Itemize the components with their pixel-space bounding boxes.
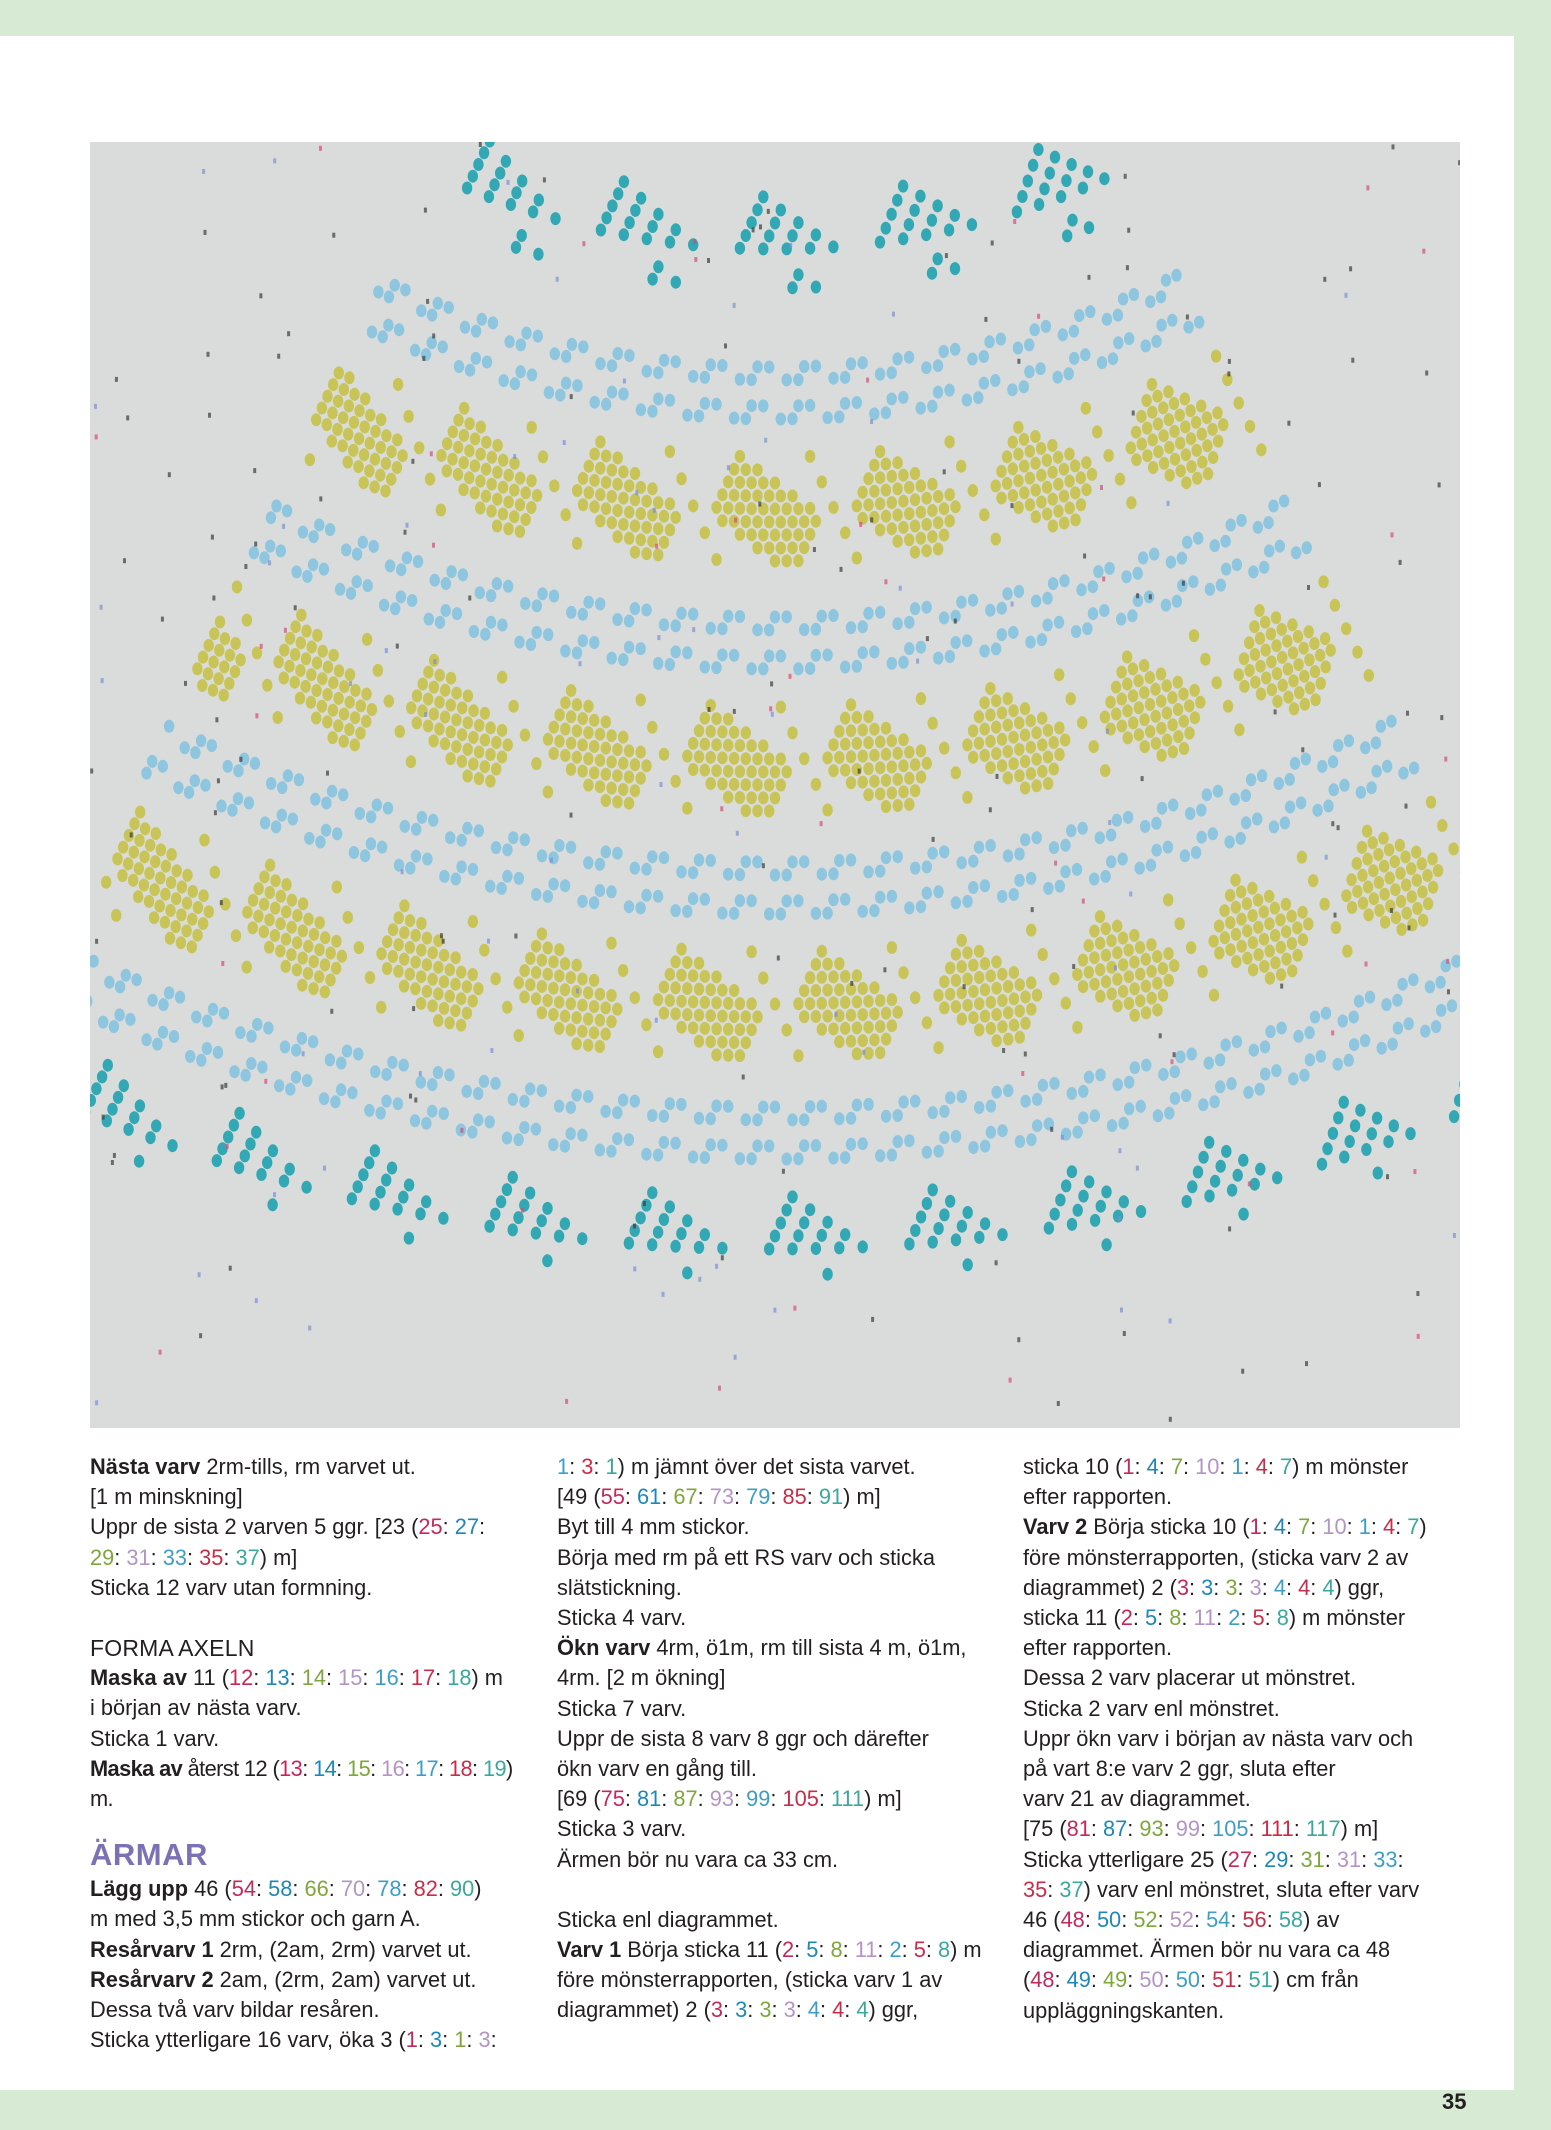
text-line: Uppr de sista 2 varven 5 ggr. [23 (25: 27: xyxy=(90,1514,486,1540)
text-line: sticka 11 (2: 5: 8: 11: 2: 5: 8) m mönster xyxy=(1023,1605,1406,1631)
text-line: efter rapporten. xyxy=(1023,1484,1173,1510)
text-line: Lägg upp 46 (54: 58: 66: 70: 78: 82: 90) xyxy=(90,1876,482,1902)
text-line: före mönsterrapporten, (sticka varv 2 av xyxy=(1023,1544,1409,1570)
text-line: [75 (81: 87: 93: 99: 105: 111: 117) m] xyxy=(1023,1816,1379,1842)
text-line: (48: 49: 49: 50: 50: 51: 51) cm från xyxy=(1023,1967,1359,1993)
page-number: 35 xyxy=(1442,2089,1467,2114)
text-line: Sticka ytterligare 25 (27: 29: 31: 31: 33: xyxy=(1023,1846,1404,1872)
fair-isle-knit-pattern-image xyxy=(90,142,1460,1428)
text-line: Dessa 2 varv placerar ut mönstret. xyxy=(1023,1665,1357,1691)
text-line: m med 3,5 mm stickor och garn A. xyxy=(90,1906,421,1932)
text-line: diagrammet) 2 (3: 3: 3: 3: 4: 4: 4) ggr, xyxy=(557,1997,919,2023)
text-line: 4rm. [2 m ökning] xyxy=(557,1665,726,1691)
text-column-2 xyxy=(557,1452,997,2026)
text-column-3 xyxy=(1023,1452,1463,2026)
text-line: Börja med rm på ett RS varv och sticka xyxy=(557,1544,935,1570)
text-line: efter rapporten. xyxy=(1023,1635,1173,1661)
text-line: [49 (55: 61: 67: 73: 79: 85: 91) m] xyxy=(557,1484,881,1510)
text-line: före mönsterrapporten, (sticka varv 1 av xyxy=(557,1967,943,1993)
text-line: Varv 1 Börja sticka 11 (2: 5: 8: 11: 2: 5: 8) m xyxy=(557,1937,982,1963)
text-line: ökn varv en gång till. xyxy=(557,1756,757,1782)
text-line: 35: 37) varv enl mönstret, sluta efter varv xyxy=(1023,1876,1420,1902)
text-line: varv 21 av diagrammet. xyxy=(1023,1786,1251,1812)
text-line: i början av nästa varv. xyxy=(90,1695,302,1721)
text-line: Sticka ytterligare 16 varv, öka 3 (1: 3: 1: 3: xyxy=(90,2027,497,2053)
text-line: Sticka 4 varv. xyxy=(557,1605,687,1631)
text-line: Maska av 11 (12: 13: 14: 15: 16: 17: 18) m xyxy=(90,1665,503,1691)
text-line: Uppr ökn varv i början av nästa varv och xyxy=(1023,1725,1414,1751)
text-line: diagrammet. Ärmen bör nu vara ca 48 xyxy=(1023,1937,1391,1963)
text-line: Ärmen bör nu vara ca 33 cm. xyxy=(557,1846,839,1872)
text-line: [69 (75: 81: 87: 93: 99: 105: 111) m] xyxy=(557,1786,902,1812)
text-line: Maska av återst 12 (13: 14: 15: 16: 17: 18: 19) m. xyxy=(90,1755,513,1812)
text-line: Resårvarv 1 2rm, (2am, 2rm) varvet ut. xyxy=(90,1936,472,1962)
text-line: Ökn varv 4rm, ö1m, rm till sista 4 m, ö1m, xyxy=(557,1635,967,1661)
text-line: slätstickning. xyxy=(557,1574,682,1600)
text-line: Dessa två varv bildar resåren. xyxy=(90,1997,380,2023)
text-line: uppläggningskanten. xyxy=(1023,1997,1225,2023)
text-line: 1: 3: 1) m jämnt över det sista varvet. xyxy=(557,1454,916,1479)
magazine-page xyxy=(0,36,1514,2114)
text-line: Sticka 7 varv. xyxy=(557,1695,687,1721)
text-line: Sticka 2 varv enl mönstret. xyxy=(1023,1695,1280,1721)
text-line: Sticka 1 varv. xyxy=(90,1725,220,1751)
text-line: Sticka 12 varv utan formning. xyxy=(90,1574,373,1600)
text-line: Sticka 3 varv. xyxy=(557,1816,687,1842)
text-column-1 xyxy=(90,1452,530,2055)
text-line: Nästa varv 2rm-tills, rm varvet ut. xyxy=(90,1454,416,1479)
text-line: Resårvarv 2 2am, (2rm, 2am) varvet ut. xyxy=(90,1966,477,1992)
section-heading-armar: ÄRMAR xyxy=(90,1837,208,1873)
knit-sweater-photo xyxy=(90,142,1460,1428)
text-line: diagrammet) 2 (3: 3: 3: 3: 4: 4: 4) ggr, xyxy=(1023,1574,1385,1600)
text-line: Sticka enl diagrammet. xyxy=(557,1906,779,1932)
text-line: [1 m minskning] xyxy=(90,1484,243,1510)
text-line: 46 (48: 50: 52: 52: 54: 56: 58) av xyxy=(1023,1907,1340,1933)
text-line: 29: 31: 33: 35: 37) m] xyxy=(90,1544,298,1570)
text-line: Byt till 4 mm stickor. xyxy=(557,1514,750,1540)
text-line: på vart 8:e varv 2 ggr, sluta efter xyxy=(1023,1756,1336,1782)
section-heading-forma-axeln: FORMA AXELN xyxy=(90,1635,255,1662)
text-line: Varv 2 Börja sticka 10 (1: 4: 7: 10: 1: 4: 7) xyxy=(1023,1514,1427,1540)
text-line: sticka 10 (1: 4: 7: 10: 1: 4: 7) m mönster xyxy=(1023,1454,1409,1479)
text-line: Uppr de sista 8 varv 8 ggr och därefter xyxy=(557,1725,929,1751)
